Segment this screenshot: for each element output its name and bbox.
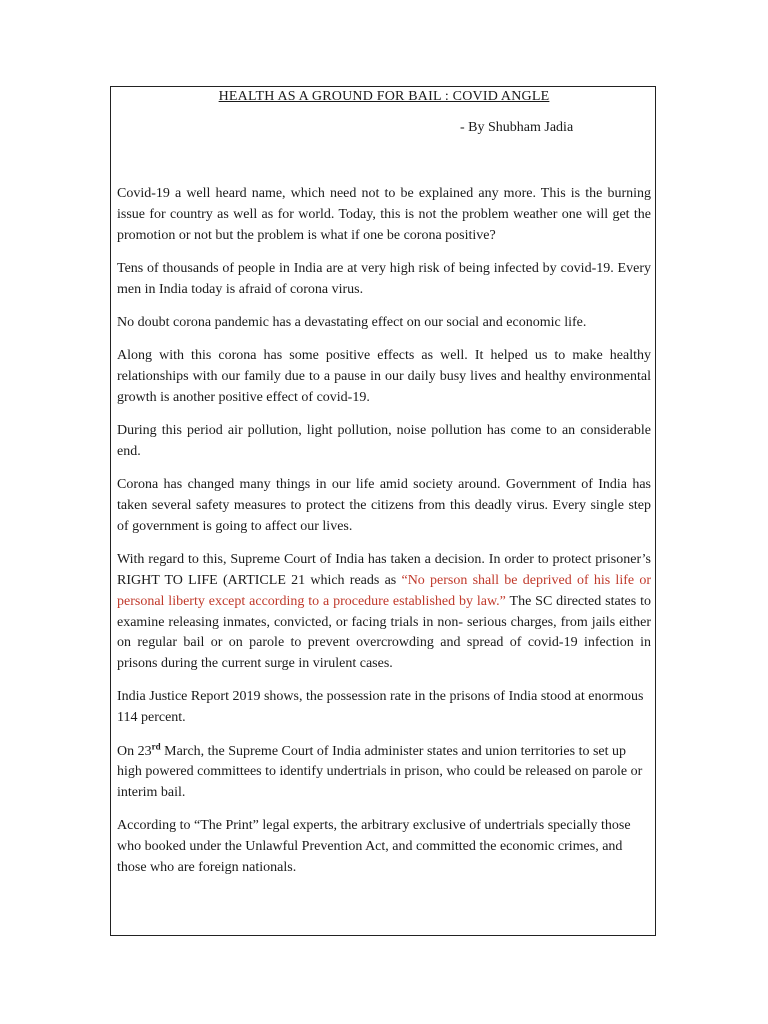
paragraph-2: Tens of thousands of people in India are at very high risk of being infected by covid-19. Every men in India today is afraid of corona virus. <box>117 260 651 297</box>
paragraph-9 <box>117 742 651 804</box>
paragraph-7-intro: With regard to this, Supreme Court of India has taken a decision. In order to protect prisoner’s RIGHT TO LIFE (ARTICLE 21 which reads as <box>117 552 651 588</box>
article-21-quote: “No person shall be deprived of his life or personal liberty except according to a procedure established by law.” <box>117 572 651 609</box>
document-title: HEALTH AS A GROUND FOR BAIL : COVID ANGLE <box>218 89 550 104</box>
paragraph-6: Corona has changed many things in our life amid society around. Government of India has taken several safety measures to protect the citizens from this deadly virus. Every single step of government is going to affect our lives. <box>117 477 651 534</box>
paragraph-7-rest: The SC directed states to examine releasing inmates, convicted, or facing trials in non- serious charges, from jails either on regular bail or on parole to prevent overcrowding and spread of covid-19 infection in prisons during the current surge in virulent cases. <box>117 593 651 672</box>
paragraph-8: India Justice Report 2019 shows, the possession rate in the prisons of India stood at enormous 114 percent. <box>117 689 644 726</box>
paragraph-7 <box>117 550 651 675</box>
document-body <box>117 184 651 891</box>
paragraph-5: During this period air pollution, light pollution, noise pollution has come to an considerable end. <box>117 423 651 459</box>
paragraph-9-pre: On 23 <box>117 743 152 759</box>
paragraph-9-post: March, the Supreme Court of India administer states and union territories to set up high powered committees to identify undertrials in prison, who could be released on parole or interim bail. <box>117 743 643 801</box>
paragraph-3: No doubt corona pandemic has a devastating effect on our social and economic life. <box>117 314 587 330</box>
paragraph-4: Along with this corona has some positive effects as well. It helped us to make healthy relationships with our family due to a pause in our daily busy lives and healthy environmental growth is another positive effect of covid-19. <box>117 348 651 405</box>
ordinal-suffix: rd <box>151 740 161 751</box>
paragraph-1: Covid-19 a well heard name, which need not to be explained any more. This is the burning issue for country as well as for world. Today, this is not the problem weather one will get the promotion or not but the problem is what if one be corona positive? <box>117 186 651 243</box>
paragraph-10: According to “The Print” legal experts, the arbitrary exclusive of undertrials specially those who booked under the Unlawful Prevention Act, and committed the economic crimes, and those who are foreign nationals. <box>117 818 631 876</box>
author-byline: - By Shubham Jadia <box>460 120 574 135</box>
